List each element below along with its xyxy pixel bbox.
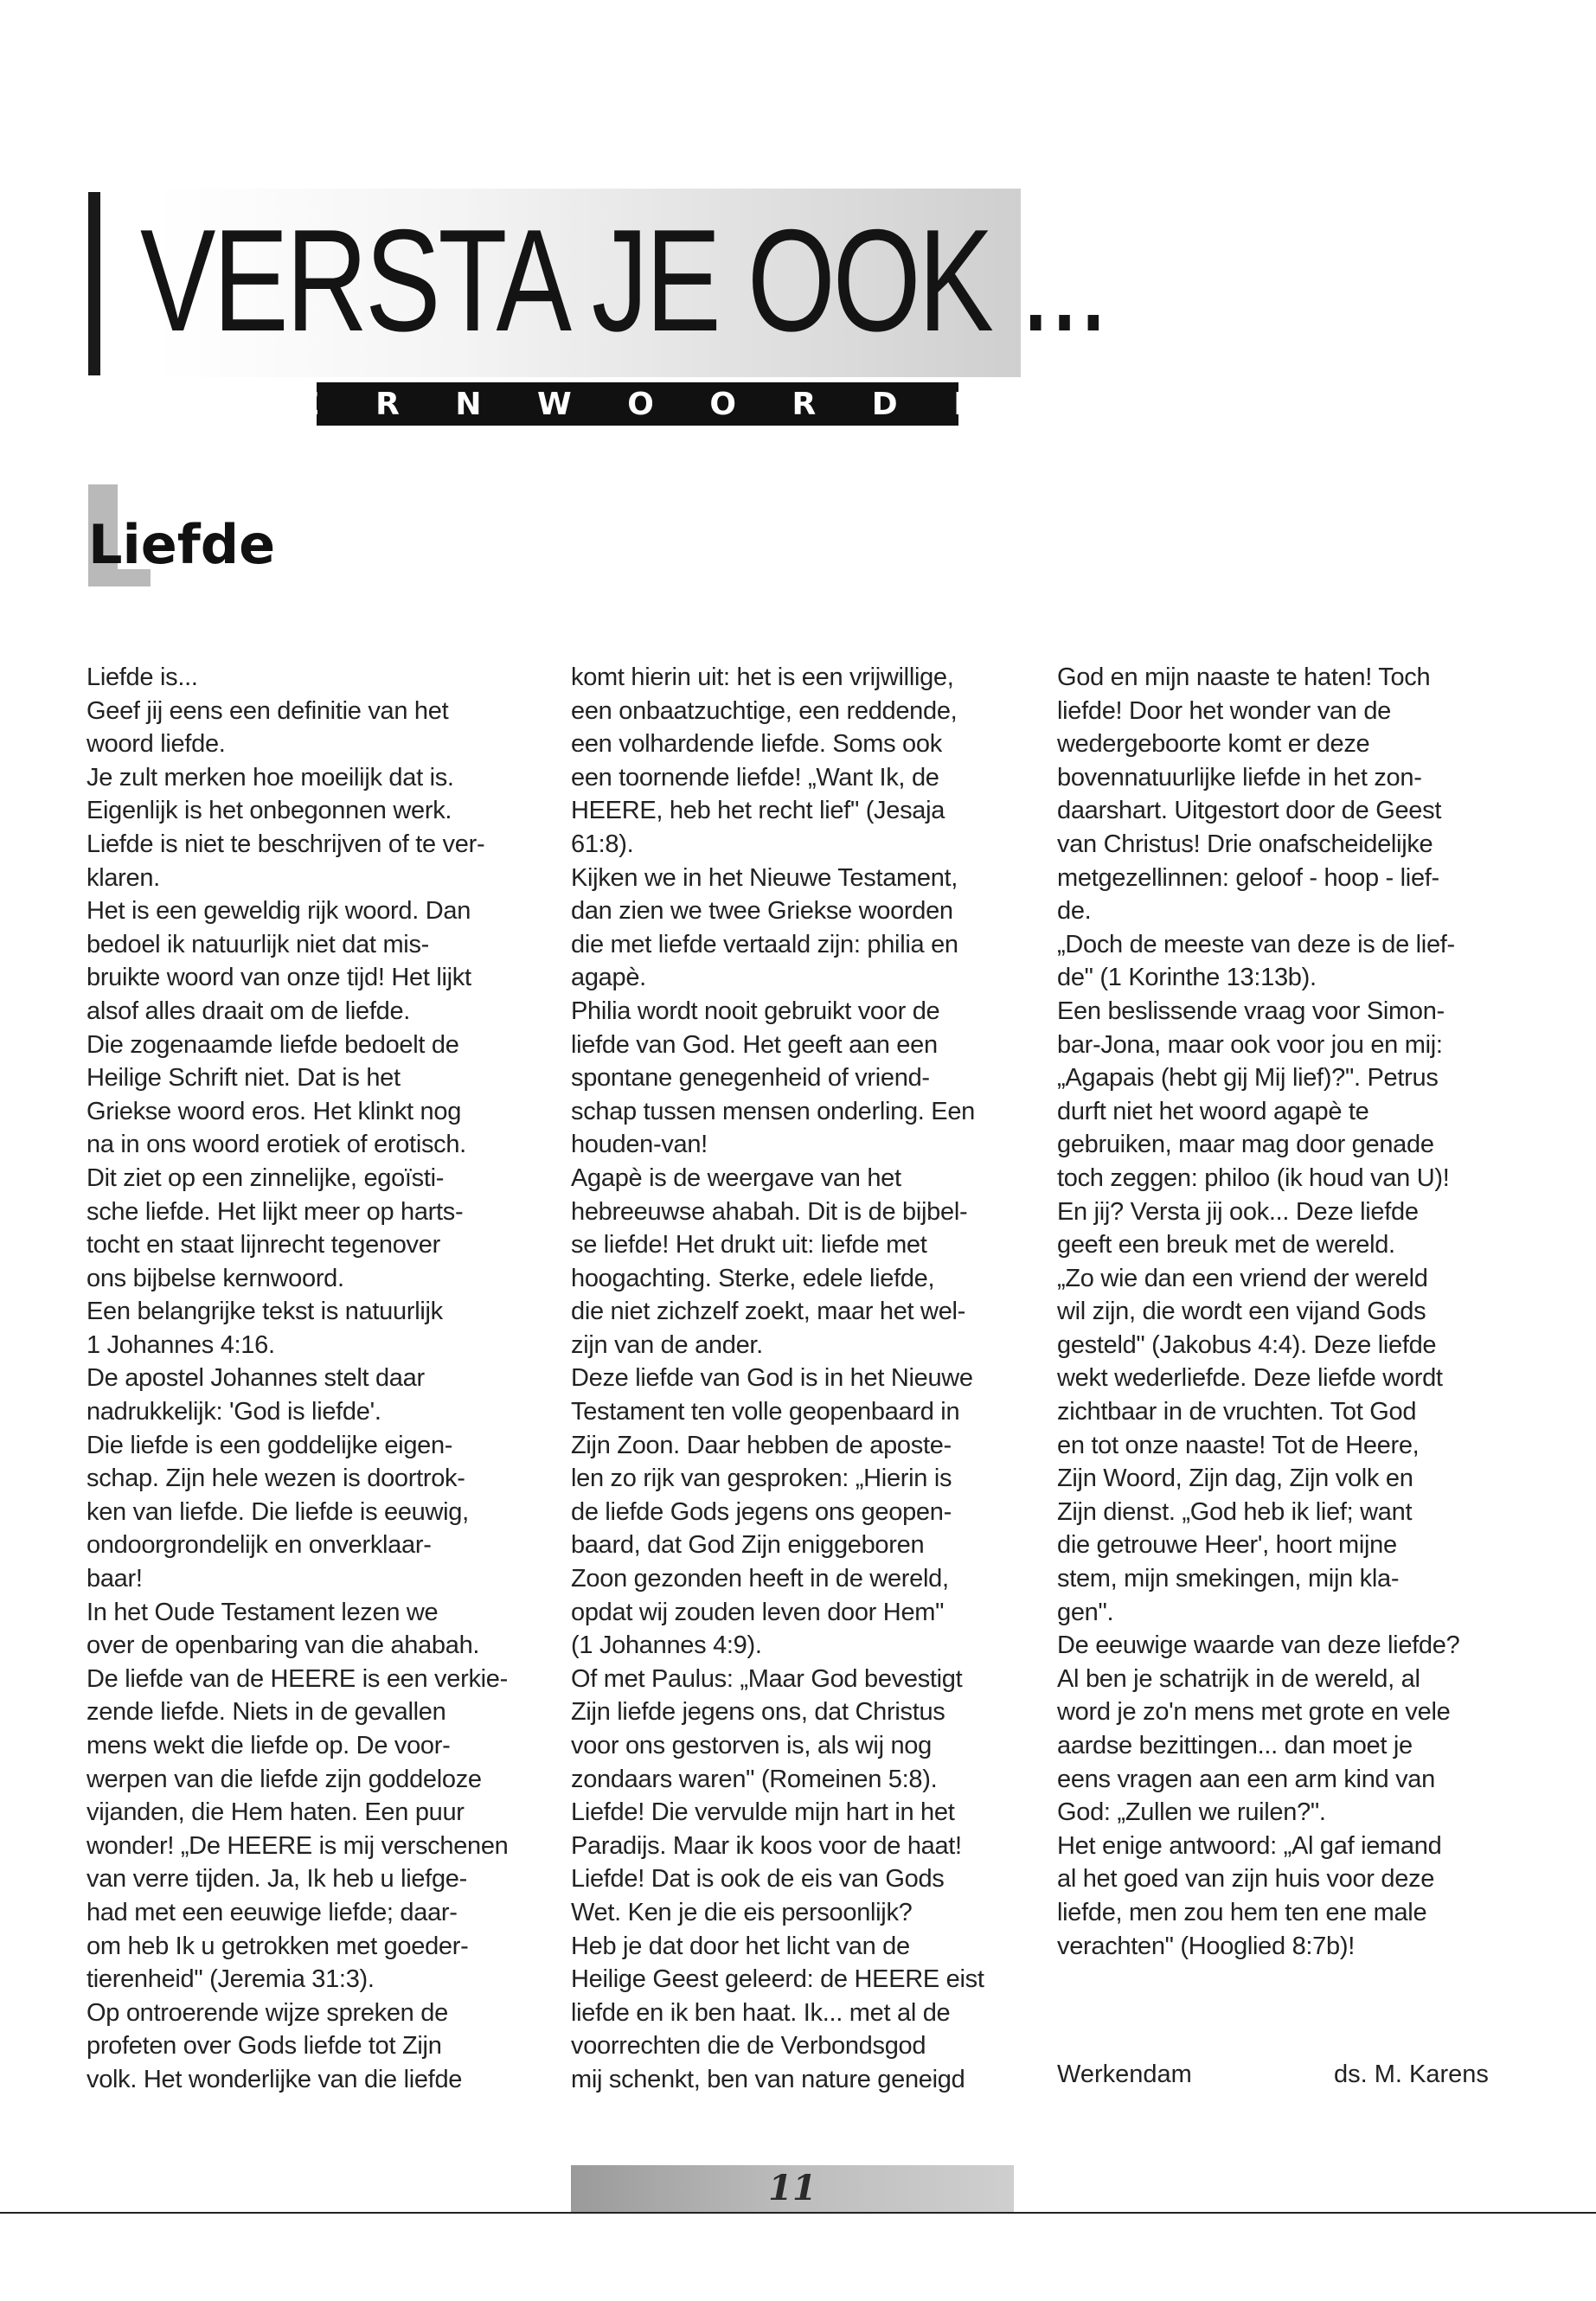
text-line: „Zo wie dan een vriend der wereld [1057, 1264, 1428, 1292]
text-line: Zijn Zoon. Daar hebben de aposte- [571, 1431, 952, 1459]
text-line: zijn van de ander. [571, 1330, 763, 1359]
text-line: zende liefde. Niets in de gevallen [87, 1698, 446, 1727]
text-line: Het enige antwoord: „Al gaf iemand [1057, 1831, 1442, 1860]
text-line: hoogachting. Sterke, edele liefde, [571, 1264, 935, 1292]
text-line: word je zo'n mens met grote en vele [1057, 1698, 1451, 1727]
text-line: Heilige Schrift niet. Dat is het [87, 1064, 401, 1093]
text-line: gesteld" (Jakobus 4:4). Deze liefde [1057, 1330, 1437, 1359]
text-line: ken van liefde. Die liefde is eeuwig, [87, 1497, 469, 1526]
text-line: Paradijs. Maar ik koos voor de haat! [571, 1831, 962, 1860]
text-line: ons bijbelse kernwoord. [87, 1264, 344, 1292]
text-line: gebruiken, maar mag door genade [1057, 1131, 1434, 1159]
text-line: na in ons woord erotiek of erotisch. [87, 1131, 466, 1159]
masthead [87, 189, 1106, 431]
text-line: al het goed van zijn huis voor deze [1057, 1865, 1435, 1894]
text-line: Zijn dienst. „God heb ik lief; want [1057, 1497, 1413, 1526]
text-line: Heilige Geest geleerd: de HEERE eist [571, 1965, 984, 1994]
text-line: Liefde! Die vervulde mijn hart in het [571, 1798, 955, 1827]
text-line: komt hierin uit: het is een vrijwillige, [571, 663, 954, 691]
text-line: Al ben je schatrijk in de wereld, al [1057, 1664, 1420, 1693]
text-line: de liefde Gods jegens ons geopen- [571, 1497, 952, 1526]
text-line: bar-Jona, maar ook voor jou en mij: [1057, 1030, 1443, 1059]
masthead-title: VERSTA JE OOK ... [140, 199, 1106, 362]
text-line: bovennatuurlijke liefde in het zon- [1057, 763, 1422, 792]
text-line: Of met Paulus: „Maar God bevestigt [571, 1664, 963, 1693]
text-line: dan zien we twee Griekse woorden [571, 897, 953, 926]
text-line: bedoel ik natuurlijk niet dat mis- [87, 930, 429, 958]
text-line: Die zogenaamde liefde bedoelt de [87, 1030, 459, 1059]
column-2 [571, 661, 1021, 2097]
article-title: Liefde [88, 513, 276, 576]
text-line: sche liefde. Het lijkt meer op harts- [87, 1197, 464, 1226]
text-line: de" (1 Korinthe 13:13b). [1057, 964, 1317, 992]
text-line: „Doch de meeste van deze is de lief- [1057, 930, 1455, 958]
text-line: voorrechten die de Verbondsgod [571, 2032, 926, 2061]
text-line: een toornende liefde! „Want Ik, de [571, 763, 939, 792]
text-line: De liefde van de HEERE is een verkie- [87, 1664, 508, 1693]
text-line: Die liefde is een goddelijke eigen- [87, 1431, 453, 1459]
text-line: en tot onze naaste! Tot de Heere, [1057, 1431, 1420, 1459]
text-line: „Agapais (hebt gij Mij lief)?". Petrus [1057, 1064, 1439, 1093]
text-line: De apostel Johannes stelt daar [87, 1364, 425, 1393]
text-line: de. [1057, 897, 1092, 926]
text-line: En jij? Versta jij ook... Deze liefde [1057, 1197, 1419, 1226]
text-line: Op ontroerende wijze spreken de [87, 1998, 448, 2027]
text-line: volk. Het wonderlijke van die liefde [87, 2065, 463, 2093]
signoff-place: Werkendam [1057, 2061, 1192, 2088]
text-line: se liefde! Het drukt uit: liefde met [571, 1231, 927, 1259]
masthead-subtitle: K E R N W O O R D E N [218, 386, 1080, 422]
bottom-rule [0, 2212, 1596, 2214]
text-line: schap. Zijn hele wezen is doortrok- [87, 1465, 465, 1493]
text-line: gen". [1057, 1598, 1114, 1626]
text-line: Zijn liefde jegens ons, dat Christus [571, 1698, 945, 1727]
text-line: Zijn Woord, Zijn dag, Zijn volk en [1057, 1465, 1413, 1493]
text-line: In het Oude Testament lezen we [87, 1598, 439, 1626]
text-line: woord liefde. [87, 730, 226, 759]
text-line: zichtbaar in de vruchten. Tot God [1057, 1398, 1417, 1426]
text-line: stem, mijn smekingen, mijn kla- [1057, 1565, 1400, 1593]
text-line: hebreeuwse ahabah. Dit is de bijbel- [571, 1197, 968, 1226]
masthead-subtitle-bar [218, 382, 1080, 426]
text-line: Wet. Ken je die eis persoonlijk? [571, 1898, 913, 1926]
text-line: had met een eeuwige liefde; daar- [87, 1898, 458, 1926]
text-line: God en mijn naaste te haten! Toch [1057, 663, 1431, 691]
text-line: toch zeggen: philoo (ik houd van U)! [1057, 1163, 1450, 1192]
text-line: opdat wij zouden leven door Hem" [571, 1598, 945, 1626]
text-line: (1 Johannes 4:9). [571, 1631, 762, 1660]
text-line: Testament ten volle geopenbaard in [571, 1398, 960, 1426]
text-line: baar! [87, 1565, 143, 1593]
signoff-author: ds. M. Karens [1334, 2061, 1489, 2088]
text-line: liefde! Door het wonder van de [1057, 696, 1391, 725]
text-line: die getrouwe Heer', hoort mijne [1057, 1531, 1397, 1560]
text-line: Een beslissende vraag voor Simon- [1057, 997, 1445, 1025]
text-line: liefde, men zou hem ten ene male [1057, 1898, 1427, 1926]
text-line: liefde en ik ben haat. Ik... met al de [571, 1998, 951, 2027]
text-line: De eeuwige waarde van deze liefde? [1057, 1631, 1460, 1660]
masthead-left-bar [88, 192, 100, 375]
text-line: 1 Johannes 4:16. [87, 1330, 275, 1359]
text-line: werpen van die liefde zijn goddeloze [87, 1765, 482, 1793]
text-line: wonder! „De HEERE is mij verschenen [87, 1831, 509, 1860]
text-line: Griekse woord eros. Het klinkt nog [87, 1097, 462, 1125]
text-line: die niet zichzelf zoekt, maar het wel- [571, 1298, 966, 1326]
text-line: daarshart. Uitgestort door de Geest [1057, 797, 1442, 825]
text-line: mij schenkt, ben van nature geneigd [571, 2065, 965, 2093]
text-line: Dit ziet op een zinnelijke, egoïsti- [87, 1163, 445, 1192]
text-line: agapè. [571, 964, 646, 992]
column-3 [1057, 661, 1507, 1963]
text-line: eens vragen aan een arm kind van [1057, 1765, 1435, 1793]
text-line: Liefde is... [87, 663, 198, 691]
text-line: nadrukkelijk: 'God is liefde'. [87, 1398, 381, 1426]
text-line: over de openbaring van die ahabah. [87, 1631, 480, 1660]
text-line: bruikte woord van onze tijd! Het lijkt [87, 964, 471, 992]
text-line: God: „Zullen we ruilen?". [1057, 1798, 1326, 1827]
text-line: liefde van God. Het geeft aan een [571, 1030, 938, 1059]
text-line: tierenheid" (Jeremia 31:3). [87, 1965, 375, 1994]
text-line: Philia wordt nooit gebruikt voor de [571, 997, 940, 1025]
text-line: HEERE, heb het recht lief" (Jesaja [571, 797, 945, 825]
text-line: mens wekt die liefde op. De voor- [87, 1732, 451, 1759]
text-line: 61:8). [571, 830, 634, 858]
article-heading [88, 484, 607, 606]
text-line: len zo rijk van gesproken: „Hierin is [571, 1465, 952, 1493]
text-line: Heb je dat door het licht van de [571, 1932, 910, 1960]
text-line: die met liefde vertaald zijn: philia en [571, 930, 958, 958]
text-line: schap tussen mensen onderling. Een [571, 1097, 975, 1125]
text-line: vijanden, die Hem haten. Een puur [87, 1798, 465, 1827]
text-line: spontane genegenheid of vriend- [571, 1064, 930, 1093]
text-line: baard, dat God Zijn eniggeboren [571, 1531, 925, 1560]
text-line: van verre tijden. Ja, Ik heb u liefge- [87, 1865, 467, 1894]
text-line: Agapè is de weergave van het [571, 1163, 901, 1192]
text-line: klaren. [87, 863, 160, 892]
text-line: Een belangrijke tekst is natuurlijk [87, 1298, 443, 1326]
text-line: Zoon gezonden heeft in de wereld, [571, 1565, 949, 1593]
text-line: durft niet het woord agapè te [1057, 1097, 1369, 1125]
text-line: aardse bezittingen... dan moet je [1057, 1732, 1413, 1759]
text-line: van Christus! Drie onafscheidelijke [1057, 830, 1433, 858]
text-line: geeft een breuk met de wereld. [1057, 1231, 1395, 1259]
text-line: een onbaatzuchtige, een reddende, [571, 696, 958, 725]
column-1 [87, 661, 536, 2097]
text-line: een volhardende liefde. Soms ook [571, 730, 942, 759]
text-line: wil zijn, die wordt een vijand Gods [1057, 1298, 1426, 1326]
text-line: Je zult merken hoe moeilijk dat is. [87, 763, 454, 792]
text-line: voor ons gestorven is, als wij nog [571, 1732, 932, 1759]
text-line: zondaars waren" (Romeinen 5:8). [571, 1765, 938, 1793]
text-line: Deze liefde van God is in het Nieuwe [571, 1364, 973, 1393]
text-line: om heb Ik u getrokken met goeder- [87, 1932, 469, 1960]
text-line: ondoorgrondelijk en onverklaar- [87, 1531, 432, 1560]
text-line: alsof alles draait om de liefde. [87, 997, 411, 1025]
text-line: Het is een geweldig rijk woord. Dan [87, 897, 471, 926]
text-line: houden-van! [571, 1131, 708, 1159]
text-line: Geef jij eens een definitie van het [87, 696, 449, 725]
text-line: wedergeboorte komt er deze [1057, 730, 1370, 759]
text-line: verachten" (Hooglied 8:7b)! [1057, 1932, 1355, 1960]
text-line: Kijken we in het Nieuwe Testament, [571, 863, 958, 892]
text-line: Liefde is niet te beschrijven of te ver- [87, 830, 485, 858]
text-line: profeten over Gods liefde tot Zijn [87, 2032, 442, 2061]
page-number: 11 [768, 2168, 817, 2208]
text-line: wekt wederliefde. Deze liefde wordt [1057, 1364, 1443, 1393]
text-line: tocht en staat lijnrecht tegenover [87, 1231, 440, 1259]
text-line: Eigenlijk is het onbegonnen werk. [87, 797, 452, 825]
text-line: Liefde! Dat is ook de eis van Gods [571, 1865, 945, 1894]
text-line: metgezellinnen: geloof - hoop - lief- [1057, 863, 1439, 892]
